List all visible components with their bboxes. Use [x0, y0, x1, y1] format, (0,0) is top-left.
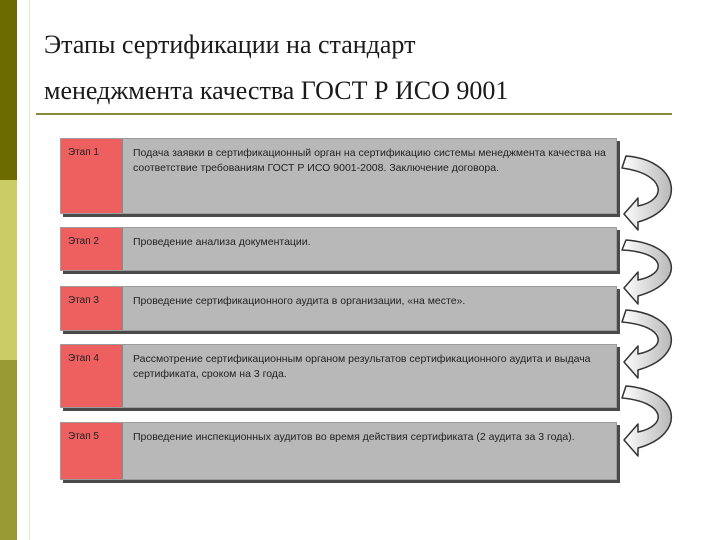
stage-label: Этап 1 [61, 139, 123, 213]
curved-arrow-4 [622, 386, 671, 456]
stage-label: Этап 4 [61, 345, 123, 407]
stage-label: Этап 5 [61, 423, 123, 479]
stage-description: Подача заявки в сертификационный орган на сертификацию системы менеджмента качества на соответствие требованиям ГОСТ Р ИСО 9001-2008. Заключение договора. [133, 147, 606, 174]
page-title [44, 22, 508, 114]
sidebar-accent-top [0, 0, 17, 180]
cycle-arrows-graphic [618, 150, 690, 470]
curved-arrow-1 [622, 156, 671, 230]
curved-arrow-2 [622, 240, 671, 304]
stage-label: Этап 3 [61, 287, 123, 330]
stage-description: Проведение инспекционных аудитов во время действия сертификата (2 аудита за 3 года). [133, 431, 575, 443]
title-line-1: Этапы сертификации на стандарт [44, 30, 416, 59]
sidebar-divider [29, 0, 30, 540]
stage-label: Этап 2 [61, 228, 123, 270]
stage-row-1 [60, 138, 617, 214]
sidebar-accent-middle [0, 180, 17, 360]
stage-description: Проведение анализа документации. [133, 236, 311, 248]
stage-row-3 [60, 286, 617, 331]
stage-row-2 [60, 227, 617, 271]
sidebar-accent-bottom [0, 360, 17, 540]
stage-description: Рассмотрение сертификационным органом результатов сертификационного аудита и выдача сертификата, сроком на 3 года. [133, 353, 591, 380]
title-line-2: менеджмента качества ГОСТ Р ИСО 9001 [44, 76, 509, 105]
stage-description: Проведение сертификационного аудита в организации, «на месте». [133, 295, 466, 307]
stage-row-5 [60, 422, 617, 480]
stage-row-4 [60, 344, 617, 408]
title-underline [36, 113, 672, 115]
curved-arrow-3 [622, 310, 671, 378]
